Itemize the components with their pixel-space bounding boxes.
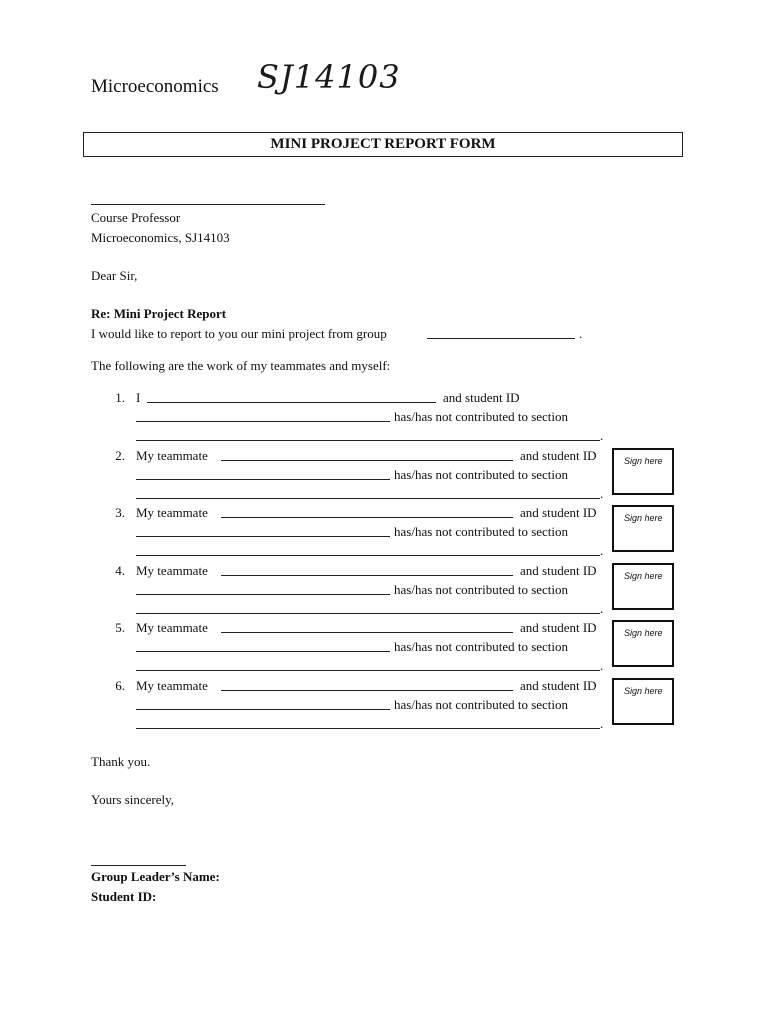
section-end: . bbox=[600, 428, 604, 443]
contribution-label: has/has not contributed to section bbox=[394, 582, 569, 597]
student-id-line[interactable] bbox=[136, 536, 390, 537]
student-id-label: and student ID bbox=[520, 448, 597, 463]
section-end: . bbox=[600, 486, 604, 501]
name-line[interactable] bbox=[221, 460, 513, 461]
sign-here-label: Sign here bbox=[624, 628, 663, 638]
section-line[interactable] bbox=[136, 555, 600, 556]
student-id-label: and student ID bbox=[520, 678, 597, 693]
section-line[interactable] bbox=[136, 613, 600, 614]
name-line[interactable] bbox=[221, 632, 513, 633]
form-title: MINI PROJECT REPORT FORM bbox=[83, 132, 683, 157]
signature-box[interactable] bbox=[612, 620, 674, 667]
name-line[interactable] bbox=[221, 690, 513, 691]
item-number: 1. bbox=[115, 390, 125, 405]
leader-student-id-label: Student ID: bbox=[91, 889, 157, 904]
recipient-name-line[interactable] bbox=[91, 204, 325, 205]
sign-off: Yours sincerely, bbox=[91, 792, 175, 807]
sign-here-label: Sign here bbox=[624, 686, 663, 696]
item-number: 6. bbox=[115, 678, 125, 693]
intro-line: I would like to report to you our mini project from group bbox=[91, 326, 387, 341]
student-id-label: and student ID bbox=[520, 563, 597, 578]
section-line[interactable] bbox=[136, 728, 600, 729]
section-line[interactable] bbox=[136, 440, 600, 441]
item-who: I bbox=[136, 390, 141, 405]
course-code: SJ14103 bbox=[257, 58, 401, 96]
contribution-label: has/has not contributed to section bbox=[394, 697, 569, 712]
group-number-line[interactable] bbox=[427, 338, 575, 339]
contribution-label: has/has not contributed to section bbox=[394, 524, 569, 539]
student-id-label: and student ID bbox=[443, 390, 520, 405]
course-subject: Microeconomics bbox=[91, 76, 219, 97]
item-number: 2. bbox=[115, 448, 125, 463]
section-end: . bbox=[600, 716, 604, 731]
section-line[interactable] bbox=[136, 670, 600, 671]
item-who: My teammate bbox=[136, 448, 208, 463]
student-id-line[interactable] bbox=[136, 594, 390, 595]
thank-you: Thank you. bbox=[91, 754, 151, 769]
signature-box[interactable] bbox=[612, 448, 674, 495]
recipient-role: Course Professor bbox=[91, 210, 181, 225]
contribution-label: has/has not contributed to section bbox=[394, 409, 569, 424]
student-id-label: and student ID bbox=[520, 620, 597, 635]
item-number: 5. bbox=[115, 620, 125, 635]
item-who: My teammate bbox=[136, 620, 208, 635]
sign-here-label: Sign here bbox=[624, 513, 663, 523]
item-who: My teammate bbox=[136, 505, 208, 520]
section-end: . bbox=[600, 658, 604, 673]
signature-box[interactable] bbox=[612, 563, 674, 610]
section-end: . bbox=[600, 543, 604, 558]
list-intro: The following are the work of my teammates and myself: bbox=[91, 358, 391, 373]
student-id-line[interactable] bbox=[136, 479, 390, 480]
student-id-line[interactable] bbox=[136, 709, 390, 710]
contribution-label: has/has not contributed to section bbox=[394, 639, 569, 654]
recipient-course: Microeconomics, SJ14103 bbox=[91, 230, 230, 245]
salutation: Dear Sir, bbox=[91, 268, 138, 283]
contribution-label: has/has not contributed to section bbox=[394, 467, 569, 482]
name-line[interactable] bbox=[147, 402, 436, 403]
student-id-line[interactable] bbox=[136, 421, 390, 422]
signature-box[interactable] bbox=[612, 505, 674, 552]
name-line[interactable] bbox=[221, 517, 513, 518]
name-line[interactable] bbox=[221, 575, 513, 576]
signature-box[interactable] bbox=[612, 678, 674, 725]
item-number: 3. bbox=[115, 505, 125, 520]
re-line: Re: Mini Project Report bbox=[91, 306, 227, 321]
intro-end: . bbox=[579, 326, 583, 341]
leader-signature-line[interactable] bbox=[91, 865, 186, 866]
student-id-label: and student ID bbox=[520, 505, 597, 520]
leader-name-label: Group Leader’s Name: bbox=[91, 869, 220, 884]
student-id-line[interactable] bbox=[136, 651, 390, 652]
sign-here-label: Sign here bbox=[624, 456, 663, 466]
item-who: My teammate bbox=[136, 678, 208, 693]
item-number: 4. bbox=[115, 563, 125, 578]
section-line[interactable] bbox=[136, 498, 600, 499]
section-end: . bbox=[600, 601, 604, 616]
item-who: My teammate bbox=[136, 563, 208, 578]
sign-here-label: Sign here bbox=[624, 571, 663, 581]
